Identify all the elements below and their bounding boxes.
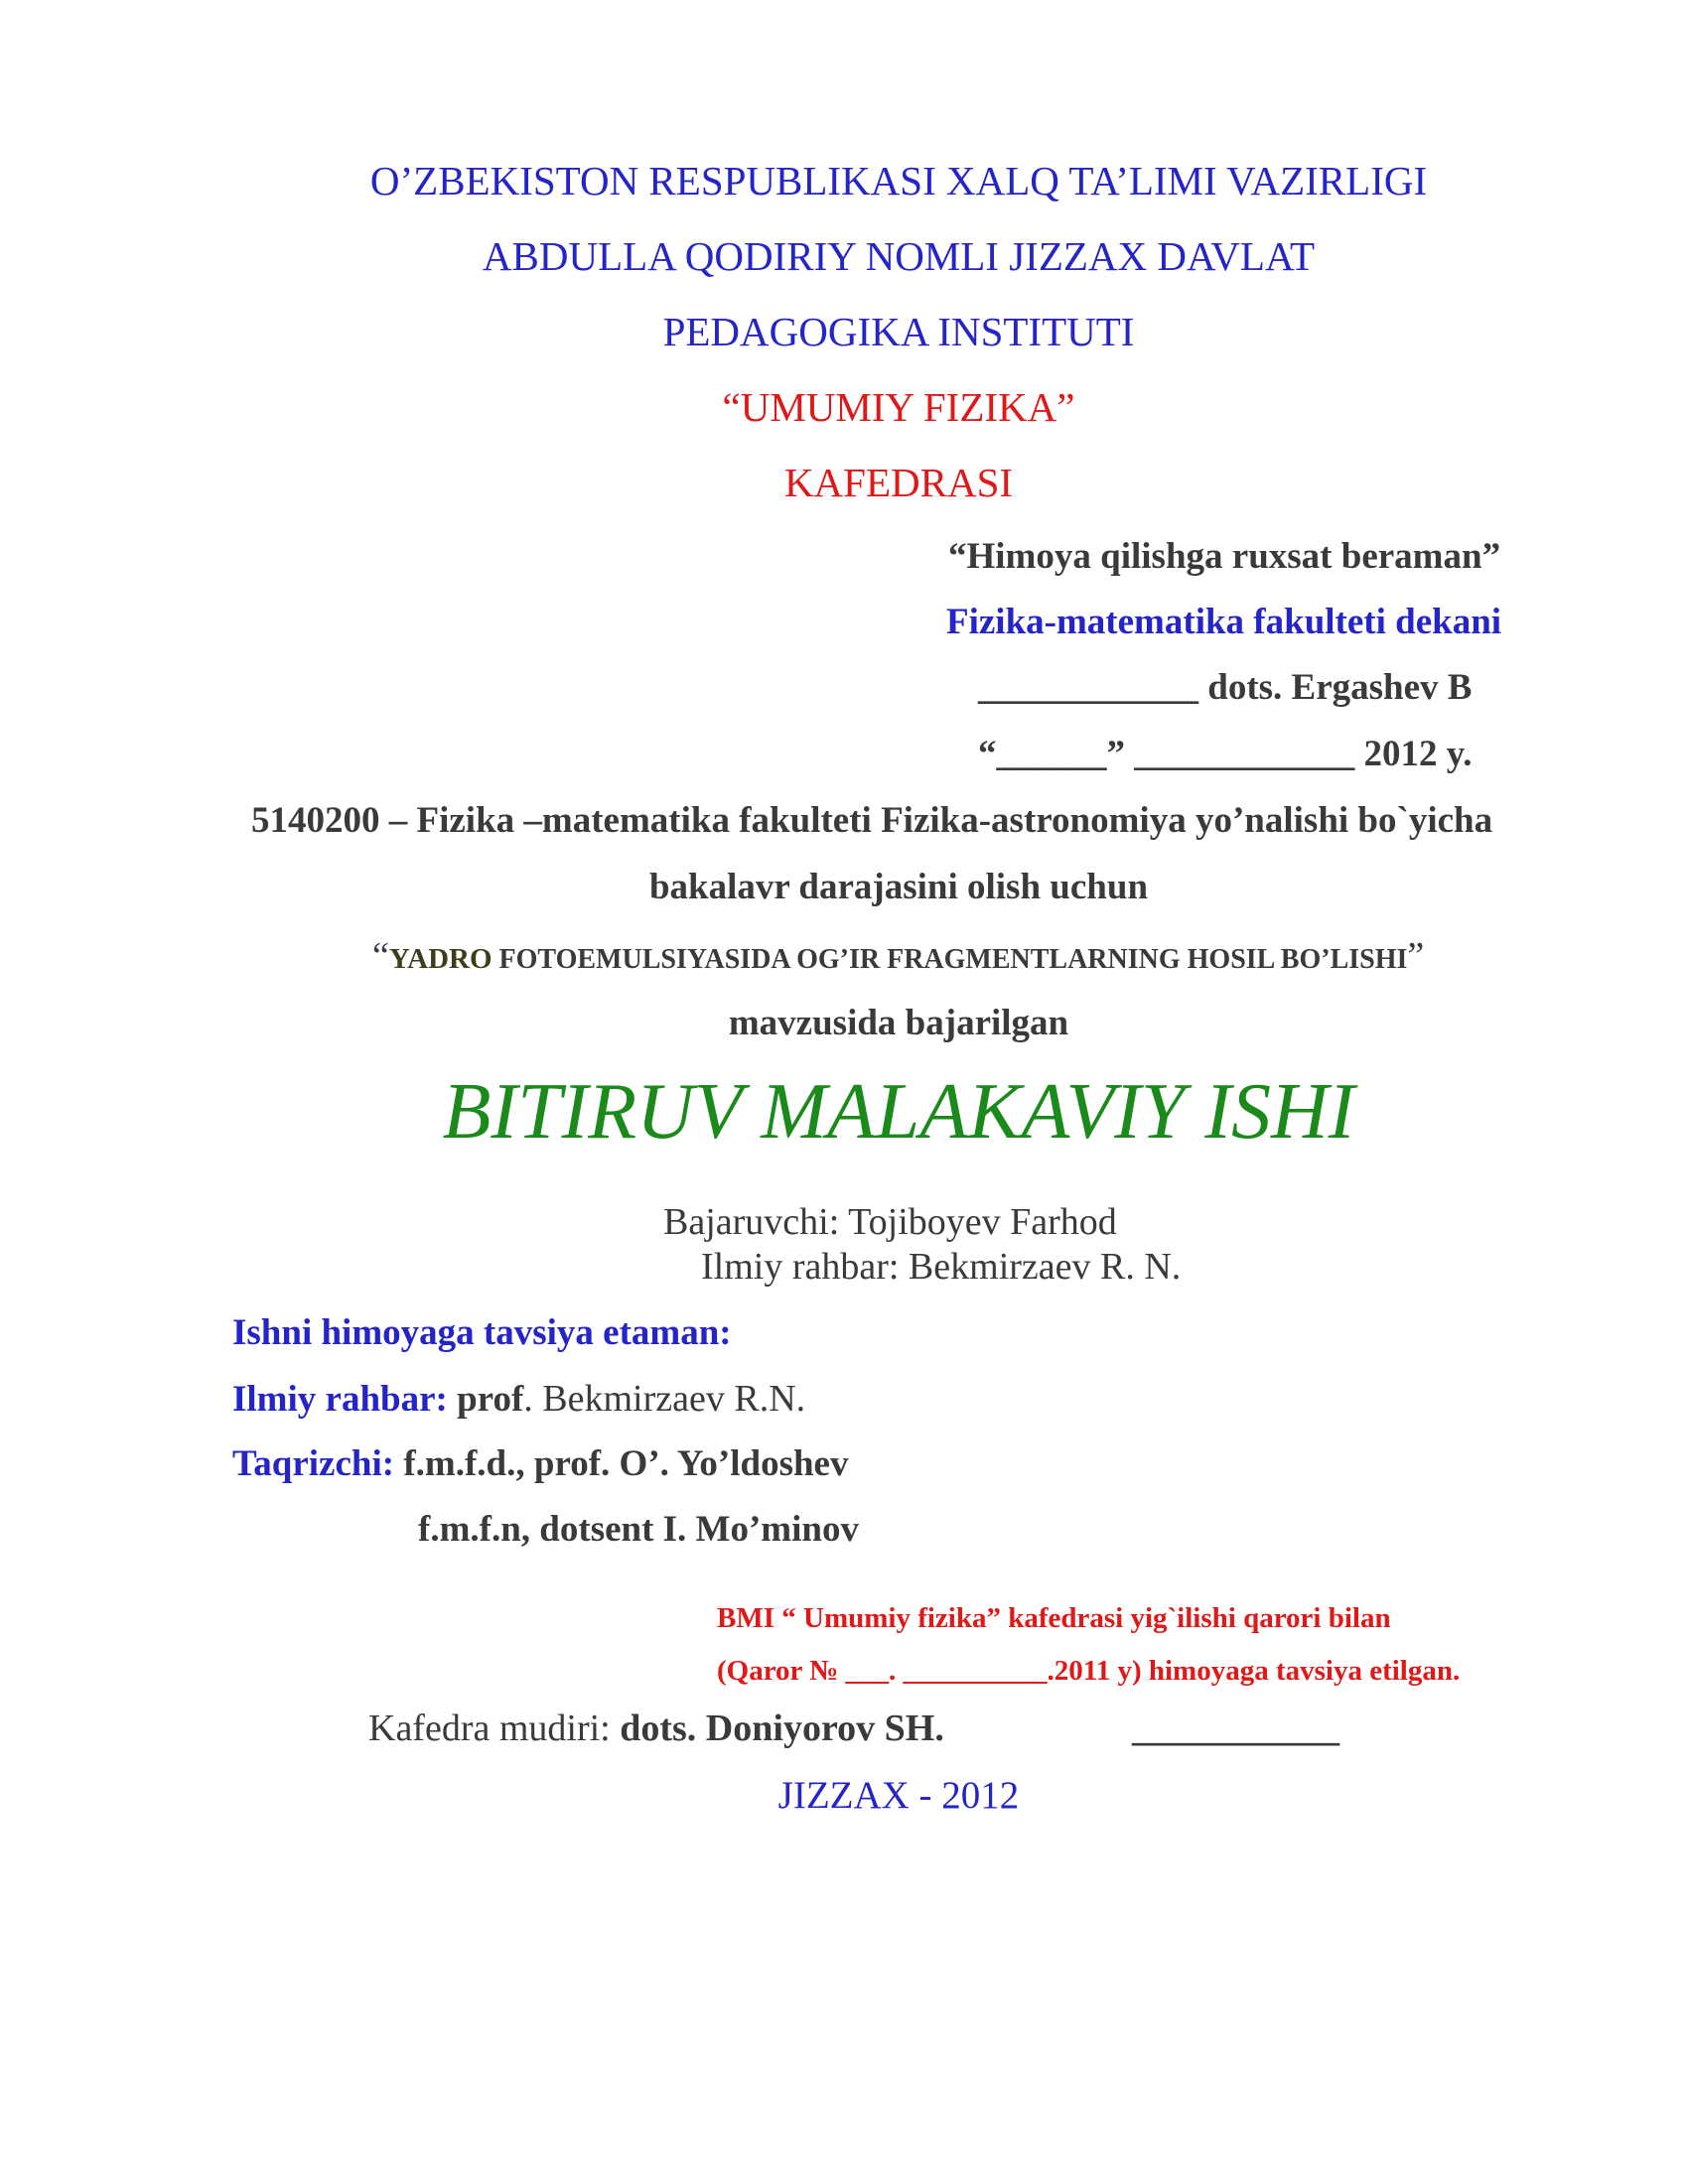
topic-open-quote: “ [372,935,389,977]
approval-dean-signature: ____________ dots. Ergashev B [978,667,1473,708]
reviewer-2-name: f.m.f.n, dotsent I. Mo’minov [418,1509,859,1550]
recommendation-supervisor [232,1380,805,1418]
head-signature-line: ___________ [1132,1707,1339,1749]
decision-line-1: BMI “ Umumiy fizika” kafedrasi yig`ilishi qarori bilan [717,1602,1391,1634]
institute-line-2: PEDAGOGIKA INSTITUTI [662,309,1135,354]
decision-line-2: (Qaror № ___. __________.2011 y) himoyaga tavsiya etilgan. [717,1655,1461,1687]
institute-line-1: ABDULLA QODIRIY NOMLI JIZZAX DAVLAT [482,233,1316,279]
supervisor-academic-title: prof [447,1379,524,1420]
ministry-line: O’ZBEKISTON RESPUBLIKASI XALQ TA’LIMI VAZIRLIGI [369,158,1428,204]
topic-first-word: YADRO [388,943,492,975]
approval-heading: “Himoya qilishga ruxsat beraman” [948,536,1501,577]
supervisor-line: Ilmiy rahbar: Bekmirzaev R. N. [701,1246,1182,1288]
head-name: dots. Doniyorov SH. [620,1707,944,1749]
document-title: BITIRUV MALAKAVIY ISHI [442,1068,1355,1156]
recommendation-heading: Ishni himoyaga tavsiya etaman: [232,1312,732,1353]
supervisor-name: . Bekmirzaev R.N. [523,1378,806,1420]
specialty-line-1: 5140200 – Fizika –matematika fakulteti Fizika-astronomiya yo’nalishi bo`yicha [251,800,1493,841]
executor-line: Bajaruvchi: Tojiboyev Farhod [663,1201,1117,1243]
approval-date: “______” ____________ 2012 y. [978,734,1473,774]
head-of-department [368,1709,944,1747]
head-label: Kafedra mudiri: [368,1707,621,1749]
topic-rest: FOTOEMULSIYASIDA OG’IR FRAGMENTLARNING HOSIL BO’LISHI [492,944,1408,975]
supervisor-label: Ilmiy rahbar: [232,1379,448,1420]
specialty-line-2: bakalavr darajasini olish uchun [648,867,1149,907]
topic-suffix: mavzusida bajarilgan [728,1003,1069,1043]
reviewer-label: Taqrizchi: [232,1443,395,1484]
topic-close-quote: ” [1407,935,1425,977]
department-label: KAFEDRASI [783,460,1014,505]
approval-dean-title: Fizika-matematika fakulteti dekani [946,602,1502,642]
city-year: JIZZAX - 2012 [777,1774,1020,1817]
thesis-topic [372,937,1424,975]
reviewer-1-name: f.m.f.d., prof. O’. Yo’ldoshev [394,1443,849,1484]
department-name: “UMUMIY FIZIKA” [722,384,1075,430]
recommendation-reviewer-1 [232,1445,848,1482]
